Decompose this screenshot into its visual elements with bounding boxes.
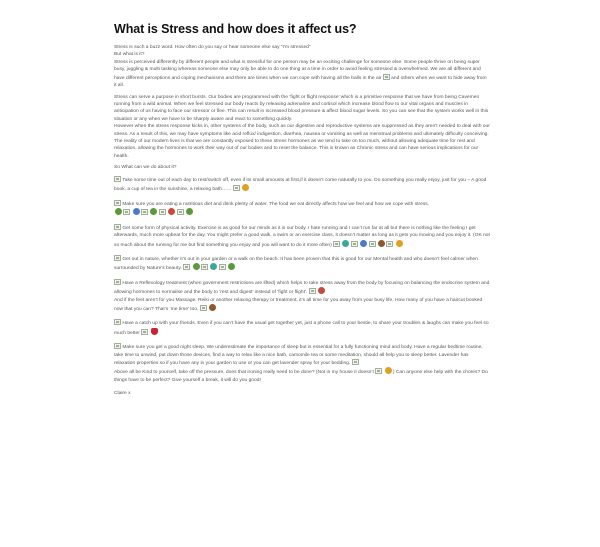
friends-image xyxy=(141,329,148,335)
sleep-image xyxy=(352,359,359,365)
runner-icon xyxy=(360,240,367,247)
food-image xyxy=(177,209,184,215)
apple-icon xyxy=(168,208,175,215)
intro-paragraph: Stress is perceived differently by different people and what is stressful for one person may be an exciting challenge for someone else. Some people thrive on being super busy, juggling & multi tasking whereas someone else may only be able to do one thing at a time in order to avoid feeling stressed & overwhelmed. We are all different and have different perceptions and coping mechanisms and there are times when we can cope with having all the balls in the air and others when we want to hide away from it all. xyxy=(114,59,487,89)
tip-kindness: Above all be Kind to yourself, take off the pressure, does that ironing really need to be done? (Not in my house it doesn’t ) Can anyone else help with the chores? Do things have to be perfect? Give yourself a break, it will do you good! xyxy=(114,367,490,384)
laughing-icon xyxy=(385,367,392,374)
tip-exercise: Get some form of physical activity. Exercise is as good for our minds as it is our body. I hate running and I can’t run far at all but there is nothing like the feeling I get afterwards, much more upbeat for the day. You might prefer a good walk, a swim or an exercise class, it doesn’t matter as long as it gets you moving and you enjoy it. (OK not so much about the running for me but find something you enjoy and you will want to do it more often) xyxy=(114,225,490,248)
foot-icon xyxy=(318,287,325,294)
food-image xyxy=(141,209,148,215)
vegetable-icon xyxy=(150,208,157,215)
nature-image xyxy=(219,264,226,270)
juggling-image xyxy=(383,74,390,80)
article xyxy=(114,22,490,398)
intro-line-2: But what is it? xyxy=(114,52,145,58)
foot-image xyxy=(309,288,316,294)
tip-diet: Make sure you are eating a nutritious diet and drink plenty of water. The food we eat directly affects how we feel and how we cope with stress. xyxy=(114,200,490,218)
ironing-image xyxy=(375,368,382,374)
body-paragraph-1: Stress can serve a purpose in short bursts. Our bodies are programmed with the ‘fight or flight response’ which is a primitive response that we have from being Cavemen running from a wild animal. When we feel stressed our body reacts by releasing adrenaline and cortisol which increase blood flow to our vital organs and muscles in anticipation of us having to face our stressor or flee. This can result in increased blood pressure & affect blood sugar levels. So you can see that the system works well in this situation or any when we have to be sharply aware and react to something quickly. xyxy=(114,94,489,122)
wave-icon xyxy=(210,263,217,270)
haircut-image xyxy=(200,305,207,311)
exercise-image xyxy=(369,241,376,247)
haircut-icon xyxy=(209,304,216,311)
broccoli-icon xyxy=(186,208,193,215)
food-image xyxy=(123,209,130,215)
bullet-image xyxy=(114,319,121,325)
question-line: So What can we do about it? xyxy=(114,165,177,171)
walker-icon xyxy=(378,240,385,247)
bullet-image xyxy=(114,343,121,349)
bullet-image xyxy=(114,200,121,206)
water-icon xyxy=(133,208,140,215)
tip-rest: Take some time out of each day to rest/switch off, even if its small amounts at first,if it doesn’t come naturally to you. Do something you really enjoy, just for you – A good book, a cup of tea in the sunshine, a relaxing bath…… xyxy=(114,178,487,193)
bullet-image xyxy=(114,224,121,230)
exercise-image xyxy=(351,241,358,247)
body-paragraph-2: However when the stress response kicks in, other systems of the body, such as our digestive and reproductive systems are suppressed as they aren’t needed to deal with our stress. As a result of this, we may have symptoms like acid reflux/ indigestion, diarrhea, nausea or vomiting as well as menstrual problems and ultimately difficulty conceiving. xyxy=(114,124,490,137)
page-title: What is Stress and how does it affect us? xyxy=(114,22,357,36)
signoff: Claire x xyxy=(114,391,131,397)
exercise-image xyxy=(333,241,340,247)
swimmer-icon xyxy=(342,240,349,247)
tip-massage: And if the feet aren’t for you Massage, Reiki or another relaxing therapy or treatment, it’s all time for you away from your busy life. How many of you have a haircut booked now that you can? That’s ‘me time’ too. xyxy=(114,297,483,312)
tip-friends: Have a catch up with your friends. Even if you can’t have the usual get together yet, just a phone call to your bestie, to share your troubles & laughs can make you feel so much better xyxy=(114,321,489,336)
heart-icon xyxy=(151,328,158,335)
tip-reflexology: Have a Reflexology treatment (when government restrictions are lifted) which helps to take stress away from the body by focusing on balancing the endocrine system and allowing hormones to normalise and the body to ‘rest and digest’ instead of ‘fight or flight’. xyxy=(114,280,490,296)
book-icon xyxy=(242,184,249,191)
body-paragraph-3: The reality of our modern lives is that we are constantly exposed to these stress hormones as we tend to take on too much, without allowing adequate time for rest and relaxation, allowing the hormones to work their way out of our bodies and to reset the balance. This is known as Chronic stress and can have serious implications for our health. xyxy=(114,139,479,159)
nature-image xyxy=(183,264,190,270)
tip-sleep: Make sure you get a good night sleep. We underestimate the importance of sleep but is essential for a fully functioning mind and body. Have a regular bedtime routine, take time to unwind, put down those devices, find a way to relax like a nice bath, camomile tea or some meditation, should all help you to sleep better. Lavender has relaxation properties so if you have any in your garden to use or you can get lavender spray for your bedding. xyxy=(114,345,483,366)
bullet-image xyxy=(114,176,121,182)
relax-image xyxy=(233,185,240,191)
nature-image xyxy=(201,264,208,270)
bike-icon xyxy=(396,240,403,247)
salad-icon xyxy=(115,208,122,215)
intro-line-1: Stress is such a buzz word. How often do you say or hear someone else say “I’m stressed” xyxy=(114,45,311,50)
bullet-image xyxy=(114,279,121,285)
exercise-image xyxy=(386,241,393,247)
tip-nature: Get out in nature, whether it’s out in your garden or a walk on the beach. It has been proven that this is good for our Mental health and who doesn’t feel calmer when surrounded by Nature’s beauty. xyxy=(114,256,478,272)
tree-icon xyxy=(193,263,200,270)
mountain-icon xyxy=(228,263,235,270)
bullet-image xyxy=(114,255,121,261)
food-image xyxy=(159,209,166,215)
